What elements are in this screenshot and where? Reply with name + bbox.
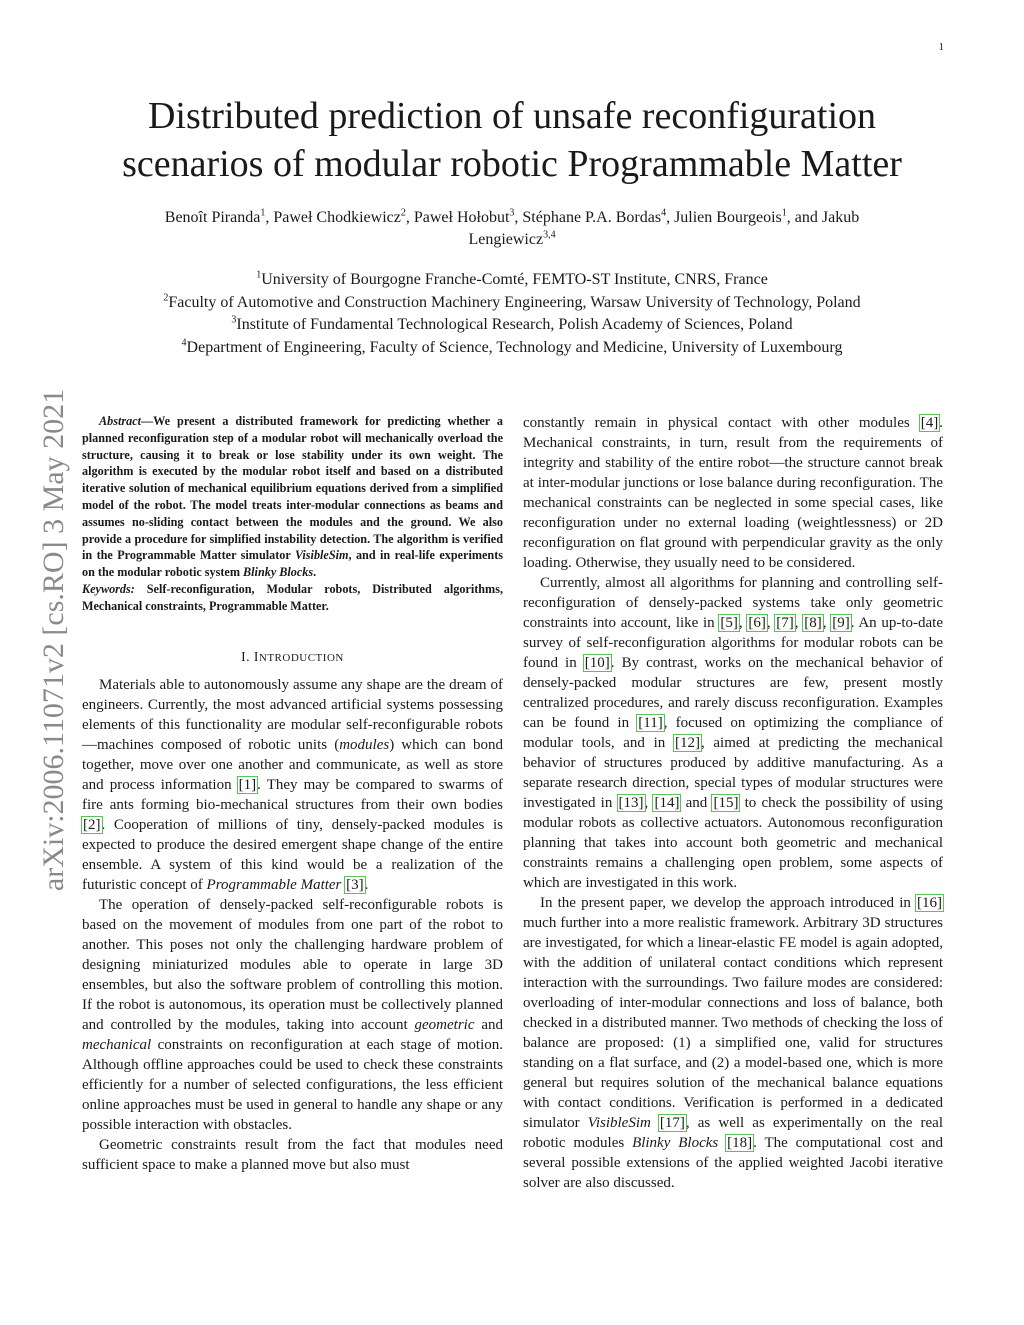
author-name-continued: Lengiewicz xyxy=(468,231,544,248)
citation-link[interactable]: [8] xyxy=(804,615,822,631)
author-affiliation-mark: 4 xyxy=(661,207,667,219)
paper-title xyxy=(60,92,964,188)
citation-link[interactable]: [15] xyxy=(713,795,739,811)
citation-link[interactable]: [3] xyxy=(346,876,364,893)
affiliation-list xyxy=(60,269,964,359)
left-column xyxy=(82,413,503,1175)
citation-link[interactable]: [11] xyxy=(638,715,663,731)
author-affiliation-mark: 1 xyxy=(260,207,266,219)
author-affiliation-mark: 3 xyxy=(509,207,515,219)
title-line-1: Distributed prediction of unsafe reconfiguration xyxy=(147,95,877,137)
citation-link[interactable]: [6] xyxy=(748,615,766,631)
author-name: Paweł Hołobut xyxy=(413,209,510,226)
citation-link[interactable]: [2] xyxy=(83,816,101,833)
affiliation: $^1$University of Bourgogne Franche-Comté, FEMTO-ST Institute, CNRS, France xyxy=(256,269,768,288)
keywords: Keywords: Self-reconfiguration, Modular robots, Distributed algorithms, Mechanical constraints, Programmable Matter. xyxy=(82,581,503,613)
citation-link[interactable]: [14] xyxy=(654,795,680,811)
right-column xyxy=(523,413,943,1193)
affiliation: $^2$Faculty of Automotive and Construction Machinery Engineering, Warsaw University of Technology, Poland xyxy=(163,292,861,311)
author-list: Benoît Piranda$^1$, Paweł Chodkiewicz$^2$, Paweł Hołobut$^3$, Stéphane P.A. Bordas$^4$, Julien Bourgeois$^1$, and Jakub Lengiewicz$^{3,4}$ xyxy=(164,207,860,248)
section-heading-introduction: I. INTRODUCTION xyxy=(241,648,344,664)
affiliation: $^3$Institute of Fundamental Technological Research, Polish Academy of Sciences, Poland xyxy=(231,314,793,333)
keywords-label: Keywords: xyxy=(82,581,135,596)
citation-link[interactable]: [16] xyxy=(917,895,942,911)
author-name: Benoît Piranda xyxy=(164,209,261,226)
title-line-2: scenarios of modular robotic Programmable Matter xyxy=(122,143,902,185)
author-name: Paweł Chodkiewicz xyxy=(273,209,401,226)
abstract: Abstract—We present a distributed framework for predicting whether a planned reconfiguration step of a modular robot will mechanically overload the structure, causing it to break or lose stability under its own weight. The algorithm is executed by the modular robot itself and based on a distributed iterative solution of mechanical equilibrium equations derived from a simplified model of the robot. The model treats inter-modular connections as beams and assumes no-sliding contact between the modules and the ground. We also provide a procedure for simplified instability detection. The algorithm is verified in the Programmable Matter simulator VisibleSim, and in real-life experiments on the modular robotic system Blinky Blocks. xyxy=(82,414,503,580)
citation-link[interactable]: [12] xyxy=(674,735,700,751)
citation-link[interactable]: [9] xyxy=(832,615,850,631)
page-number: 1 xyxy=(938,41,944,53)
author-name: Julien Bourgeois xyxy=(674,209,782,226)
intro-paragraph-1: Materials able to autonomously assume any shape are the dream of engineers. Currently, the most advanced artificial systems possessing elements of this functionality are modular self-reconfigurable robots—machines composed of robotic units (modules) which can bond together, move over one another and communicate, as well as store and process information [1]. They may be compared to swarms of fire ants forming bio-mechanical structures from their own bodies [2]. Cooperation of millions of tiny, densely-packed modules is expected to produce the desired emergent shape change of the entire ensemble. A system of this kind would be a realization of the futuristic concept of Programmable Matter [3]. xyxy=(82,676,503,893)
citation-link[interactable]: [7] xyxy=(776,615,794,631)
citation-link[interactable]: [18] xyxy=(727,1135,753,1151)
right-paragraph-2: Currently, almost all algorithms for planning and controlling self-reconfiguration of densely-packed systems take only geometric constraints into account, like in [5], [6], [7], [8], [9]. An up-to-date survey of self-reconfiguration algorithms for modular robots can be found in [10]. By contrast, works on the mechanical behavior of densely-packed modular structures are few, present mostly centralized procedures, and rarely discuss reconfiguration. Examples can be found in [11], focused on optimizing the compliance of modular tools, and in [12], aimed at predicting the mechanical behavior of structures produced by additive manufacturing. As a separate research direction, special types of modular structures were investigated in [13], [14] and [15] to check the possibility of using modular robots as collective actuators. Autonomous reconfiguration planning that takes into account both geometric and mechanical constraints remains a challenging open problem, some aspects of which are investigated in this work. xyxy=(523,575,944,891)
author-affiliation-mark: 3,4 xyxy=(543,229,556,241)
citation-link[interactable]: [17] xyxy=(659,1115,685,1131)
author-name: Stéphane P.A. Bordas xyxy=(522,209,662,226)
intro-paragraph-2: The operation of densely-packed self-reconfigurable robots is based on the movement of modules from one part of the robot to another. This poses not only the challenging hardware problem of designing miniaturized modules able to operate in large 3D ensembles, but also the software problem of controlling this motion. If the robot is autonomous, its operation must be collectively planned and controlled by the modules, taking into account geometric and mechanical constraints on reconfiguration at each stage of motion. Although offline approaches could be used to check these constraints efficiently for a number of selected configurations, the less efficient online approaches must be used in general to handle any shape or any possible interaction with obstacles. xyxy=(82,896,503,1133)
citation-link[interactable]: [1] xyxy=(238,776,257,793)
right-paragraph-3: In the present paper, we develop the approach introduced in [16] much further into a more realistic framework. Arbitrary 3D structures are investigated, for which a linear-elastic FE model is again adopted, with the addition of unilateral contact conditions which represent interaction with the surroundings. Two failure modes are considered: overloading of inter-modular connections and loss of balance, both checked in a distributed manner. Two methods of checking the loss of balance are proposed: (1) a simplified one, valid for structures standing on a flat surface, and (2) a model-based one, which is more general but requires solution of the mechanical balance equations with contact conditions. Verification is performed in a dedicated simulator VisibleSim [17], as well as experimentally on the real robotic modules Blinky Blocks [18]. The computational cost and several possible extensions of the applied weighted Jacobi iterative solver are also discussed. xyxy=(523,895,944,1191)
citation-link[interactable]: [13] xyxy=(618,795,644,811)
abstract-label: Abstract xyxy=(99,414,141,428)
citation-link[interactable]: [10] xyxy=(584,655,610,671)
intro-paragraph-3: Geometric constraints result from the fact that modules need sufficient space to make a planned move but also must xyxy=(82,1136,503,1173)
arxiv-identifier: arXiv:2006.11071v2 [cs.RO] 3 May 2021 xyxy=(37,388,70,892)
citation-link[interactable]: [4] xyxy=(920,415,939,431)
citation-link[interactable]: [5] xyxy=(720,615,738,631)
author-affiliation-mark: 2 xyxy=(400,207,406,219)
affiliation: $^4$Department of Engineering, Faculty of Science, Technology and Medicine, University of Luxembourg xyxy=(181,337,843,356)
right-paragraph-1: constantly remain in physical contact with other modules [4]. Mechanical constraints, in turn, result from the requirements of integrity and stability of the entire robot—the structure cannot break at inter-modular junctions or lose balance during reconfiguration. The mechanical constraints can be neglected in some special cases, like reconfiguration under no external loading (weightlessness) or 2D reconfiguration on flat ground with perpendicular gravity as the only loading. Otherwise, they usually need to be considered. xyxy=(523,415,943,571)
author-affiliation-mark: 1 xyxy=(781,207,787,219)
